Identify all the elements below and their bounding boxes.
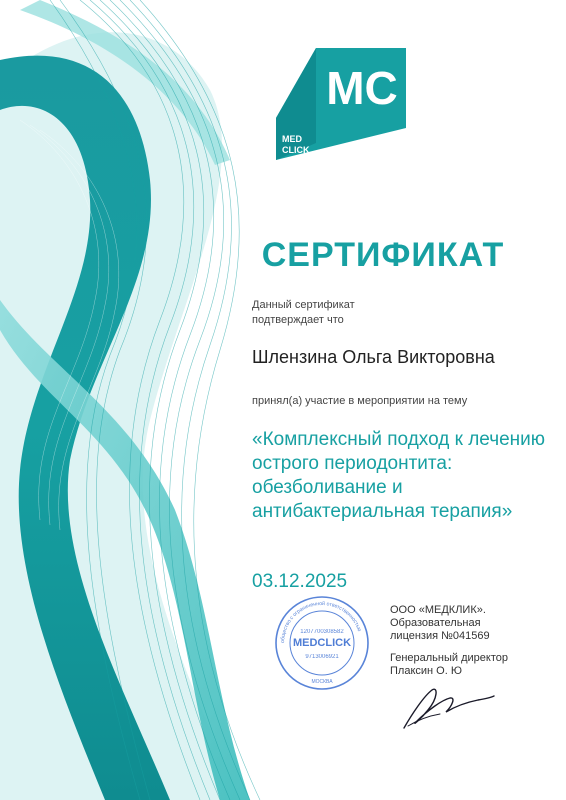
logo-letters: MC <box>326 62 398 114</box>
director-name: Плаксин О. Ю <box>390 665 462 677</box>
event-topic: «Комплексный подход к лечению острого периодонтита: обезболивание и антибактериальная терапия» <box>252 429 546 522</box>
org-name: ООО «МЕДКЛИК». <box>390 604 486 616</box>
confirm-line-2: подтверждает что <box>252 314 344 326</box>
seal-city: МОСКВА <box>311 679 333 685</box>
seal-ogrn: 1207700308582 <box>300 629 344 635</box>
medclick-logo <box>276 48 406 160</box>
seal-ring-text: общество с ограниченной ответственностью <box>279 600 363 644</box>
logo-sub-click: CLICK <box>282 145 310 155</box>
confirm-line-1: Данный сертификат <box>252 299 355 311</box>
recipient-name: Шлензина Ольга Викторовна <box>252 347 495 367</box>
confirm-text <box>252 298 355 328</box>
org-type: Образовательная <box>390 617 481 629</box>
seal-inn: 9713006921 <box>305 654 339 660</box>
participation-text: принял(а) участие в мероприятии на тему <box>252 395 468 407</box>
director-signature <box>398 676 498 736</box>
org-license: лицензия №041569 <box>390 630 490 642</box>
certificate-title: СЕРТИФИКАТ <box>261 236 505 274</box>
director-title: Генеральный директор <box>390 652 508 664</box>
organization-info <box>390 604 508 678</box>
company-seal <box>274 595 370 691</box>
seal-center: MEDCLICK <box>292 637 352 649</box>
logo-sub-med: MED <box>282 134 302 144</box>
event-date: 03.12.2025 <box>252 571 348 592</box>
